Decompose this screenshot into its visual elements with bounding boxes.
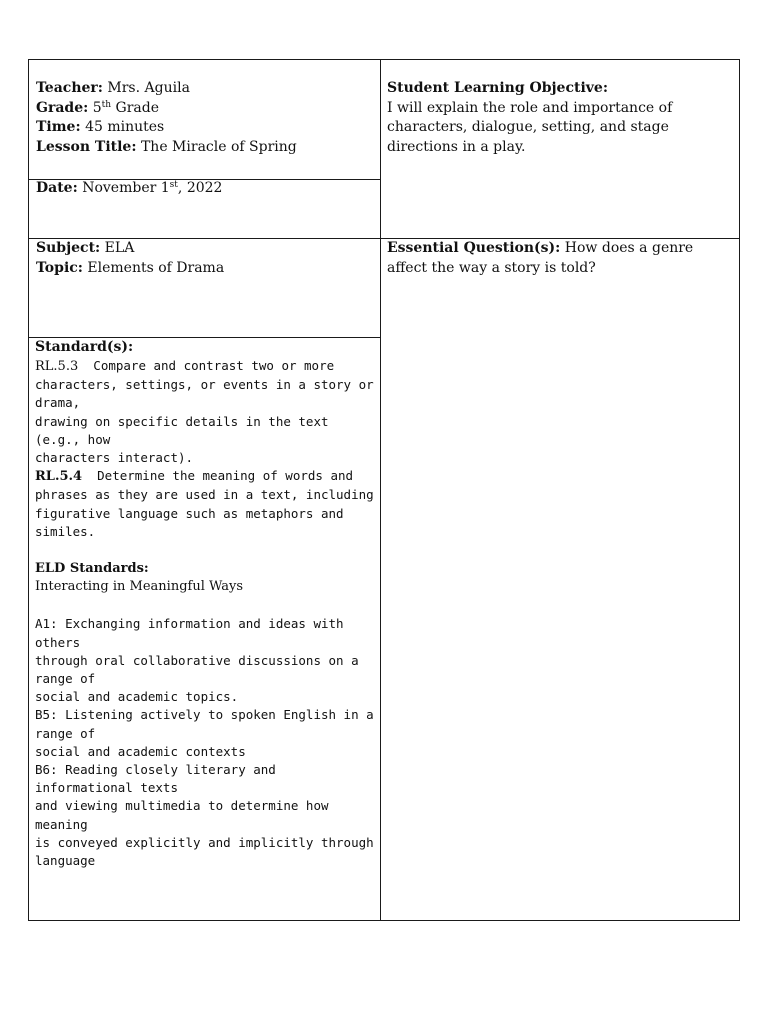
table-border-left <box>28 59 29 921</box>
eld-line-9: language <box>35 853 96 869</box>
eld-standards-subtitle: Interacting in Meaningful Ways <box>35 579 243 595</box>
grade-suffix: th <box>101 99 112 110</box>
eld-line-4: B5: Listening actively to spoken English in a range of <box>35 707 374 741</box>
grade-label: Grade: <box>36 99 89 116</box>
date-cell <box>36 179 376 199</box>
standards-body <box>35 357 379 870</box>
topic-label: Topic: <box>36 259 83 276</box>
table-border-top <box>28 59 740 60</box>
time-row <box>36 118 376 138</box>
objective-label: Student Learning Objective: <box>387 80 608 96</box>
standards-cell <box>35 338 379 870</box>
essential-question-cell <box>387 239 733 278</box>
eld-line-7: and viewing multimedia to determine how meaning <box>35 798 329 832</box>
standard-rl53-line-4: characters interact). <box>35 450 194 466</box>
time-value: 45 minutes <box>85 119 165 136</box>
column-divider <box>380 59 381 921</box>
eld-line-6: B6: Reading closely literary and informational texts <box>35 762 276 796</box>
topic-value: Elements of Drama <box>87 259 225 276</box>
eld-line-2: through oral collaborative discussions on a range of <box>35 652 359 687</box>
standards-title: Standard(s): <box>35 339 134 355</box>
standard-rl54-code: RL.5.4 <box>35 469 83 485</box>
eld-spacer <box>35 596 379 615</box>
grade-row <box>36 99 376 119</box>
subject-value: ELA <box>104 240 135 256</box>
date-year: , 2022 <box>177 180 223 196</box>
lesson-title-row <box>36 138 376 158</box>
standard-rl54-line-1 <box>35 467 379 486</box>
table-border-bottom <box>28 920 740 921</box>
essential-question-text: How does a genre affect the way a story is told? <box>387 240 694 276</box>
subject-label: Subject: <box>36 240 101 256</box>
objective-text: I will explain the role and importance of characters, dialogue, setting, and stage directions in a play. <box>387 99 673 155</box>
subject-cell <box>36 239 376 278</box>
teacher-value: Mrs. Aguila <box>107 80 190 96</box>
grade-number: 5 <box>92 99 102 116</box>
date-label: Date: <box>36 180 78 196</box>
subject-row <box>36 239 376 259</box>
standard-rl53-line-3: drawing on specific details in the text (e.g., how <box>35 413 329 447</box>
objective-cell <box>387 79 733 157</box>
date-row <box>36 179 376 199</box>
eld-standards-title: ELD Standards: <box>35 561 149 577</box>
standard-rl53-line-2: characters, settings, or events in a story or drama, <box>35 377 374 411</box>
teacher-row <box>36 79 376 99</box>
essential-question <box>387 239 733 278</box>
objective-heading-row <box>387 79 733 99</box>
date-day: November 1 <box>82 180 170 196</box>
standards-spacer <box>35 541 379 560</box>
essential-question-label: Essential Question(s): <box>387 240 561 256</box>
eld-line-5: social and academic contexts <box>35 743 246 759</box>
eld-line-8: is conveyed explicitly and implicitly through <box>35 834 374 850</box>
standard-rl54-text: Determine the meaning of words and <box>97 468 354 484</box>
teacher-label: Teacher: <box>36 80 103 96</box>
time-label: Time: <box>36 119 81 136</box>
standard-rl53-text: Compare and contrast two or more <box>93 358 335 373</box>
eld-line-1: A1: Exchanging information and ideas with others <box>35 616 344 650</box>
lesson-title-value: The Miracle of Spring <box>140 138 297 155</box>
standard-rl54-line-2: phrases as they are used in a text, including <box>35 487 374 503</box>
standard-rl54-line-3: figurative language such as metaphors and similes. <box>35 505 344 539</box>
date-suffix: st <box>169 180 178 190</box>
lesson-plan-table <box>28 59 740 921</box>
standard-rl53-code: RL.5.3 <box>35 359 79 374</box>
lesson-title-label: Lesson Title: <box>36 138 137 155</box>
topic-row <box>36 259 376 279</box>
header-info-cell <box>36 79 376 157</box>
standard-rl53-line-1 <box>35 357 379 376</box>
grade-word: Grade <box>115 99 160 116</box>
table-border-right <box>739 59 740 921</box>
eld-line-3: social and academic topics. <box>35 689 239 705</box>
